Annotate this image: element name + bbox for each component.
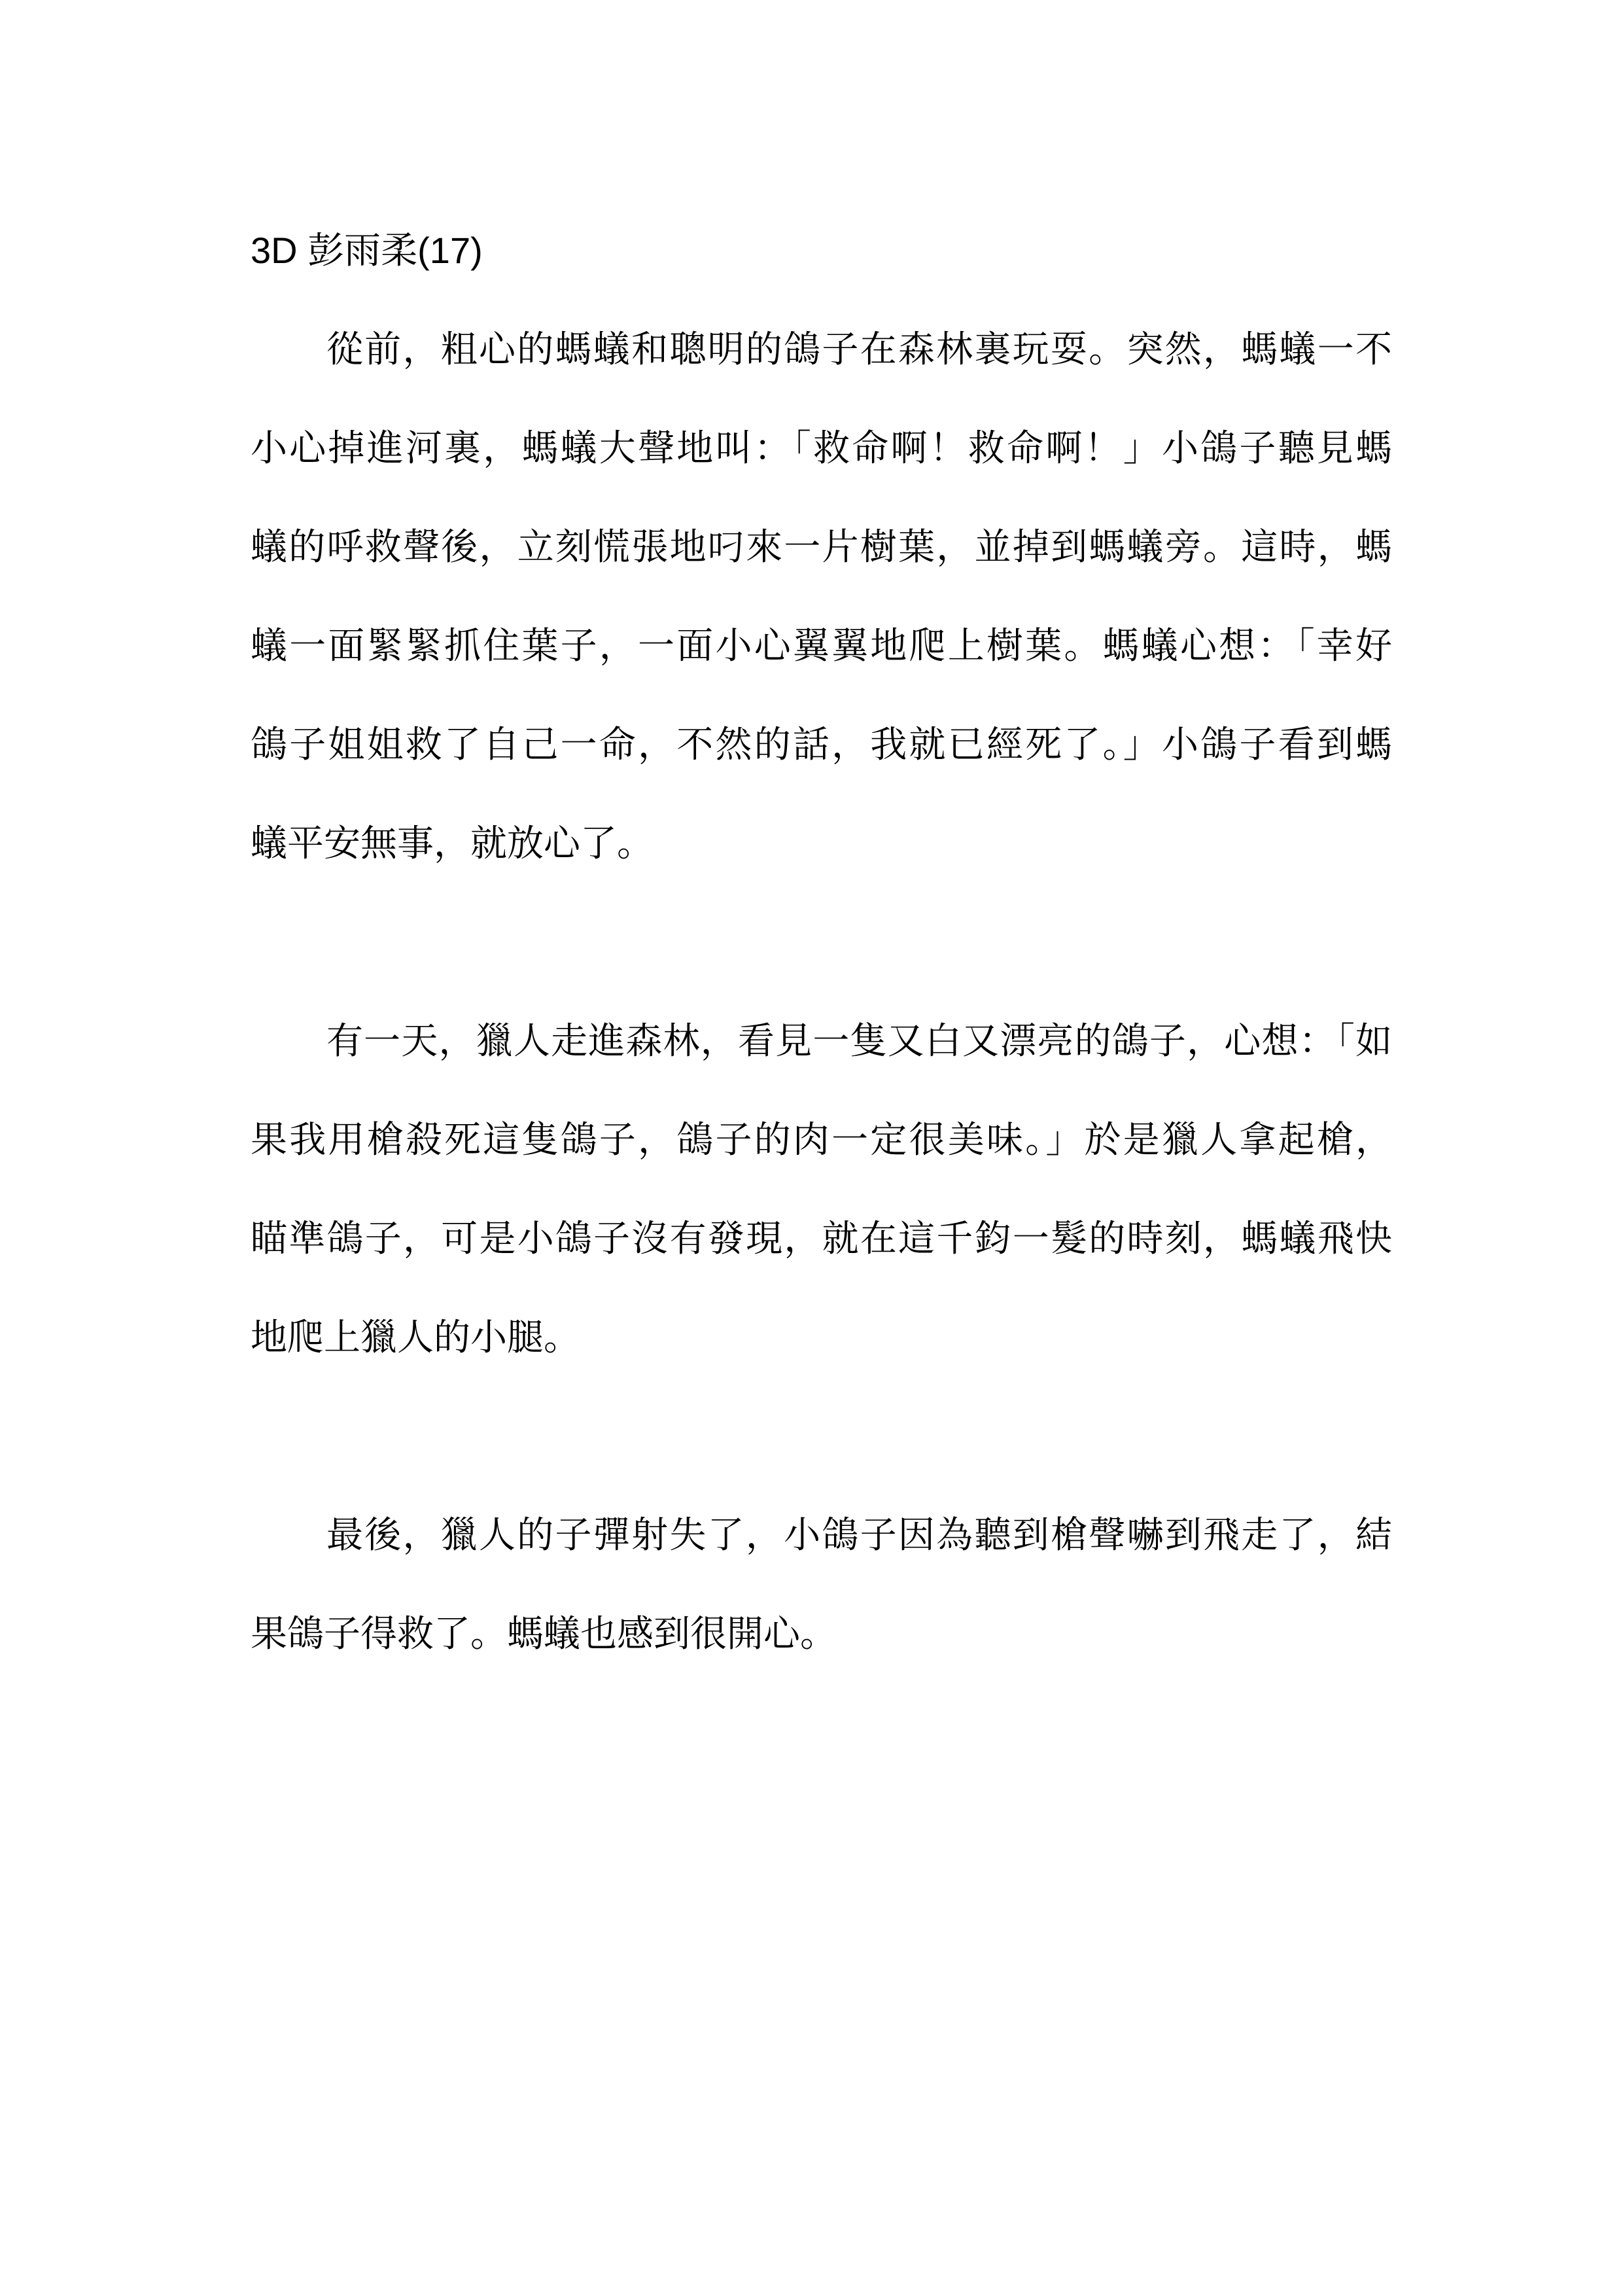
document-title: 3D 彭雨柔(17) [251, 230, 483, 271]
paragraph-1-line-6: 蟻平安無事，就放心了。 [251, 822, 654, 864]
paragraph-1-line-5: 鴿子姐姐救了自己一命，不然的話，我就已經死了。」小鴿子看到螞 [251, 724, 1392, 765]
paragraph-3 [251, 1485, 1392, 1683]
paragraph-1-line-1: 從前，粗心的螞蟻和聰明的鴿子在森林裏玩耍。突然，螞蟻一不 [326, 328, 1392, 370]
paragraph-2-line-1: 有一天，獵人走進森林，看見一隻又白又漂亮的鴿子，心想：「如 [326, 1020, 1392, 1061]
blank-line [251, 892, 1392, 991]
paragraph-2 [251, 991, 1392, 1386]
document-page [251, 201, 1392, 1683]
paragraph-3-line-2: 果鴿子得救了。螞蟻也感到很開心。 [251, 1613, 837, 1654]
paragraph-2-line-3: 瞄準鴿子，可是小鴿子沒有發現，就在這千鈞一髮的時刻，螞蟻飛快 [251, 1218, 1392, 1259]
paragraph-3-line-1: 最後，獵人的子彈射失了，小鴿子因為聽到槍聲嚇到飛走了，結 [326, 1514, 1392, 1555]
paragraph-1-line-4: 蟻一面緊緊抓住葉子，一面小心翼翼地爬上樹葉。螞蟻心想：「幸好 [251, 625, 1392, 666]
paragraph-1-line-2: 小心掉進河裏，螞蟻大聲地叫：「救命啊！救命啊！」小鴿子聽見螞 [251, 427, 1392, 468]
paragraph-2-line-2: 果我用槍殺死這隻鴿子，鴿子的肉一定很美味。」於是獵人拿起槍， [251, 1119, 1392, 1160]
paragraph-2-line-4: 地爬上獵人的小腿。 [251, 1316, 580, 1358]
blank-line [251, 1386, 1392, 1485]
paragraph-1-line-3: 蟻的呼救聲後，立刻慌張地叼來一片樹葉，並掉到螞蟻旁。這時，螞 [251, 526, 1392, 567]
paragraph-1 [251, 300, 1392, 892]
